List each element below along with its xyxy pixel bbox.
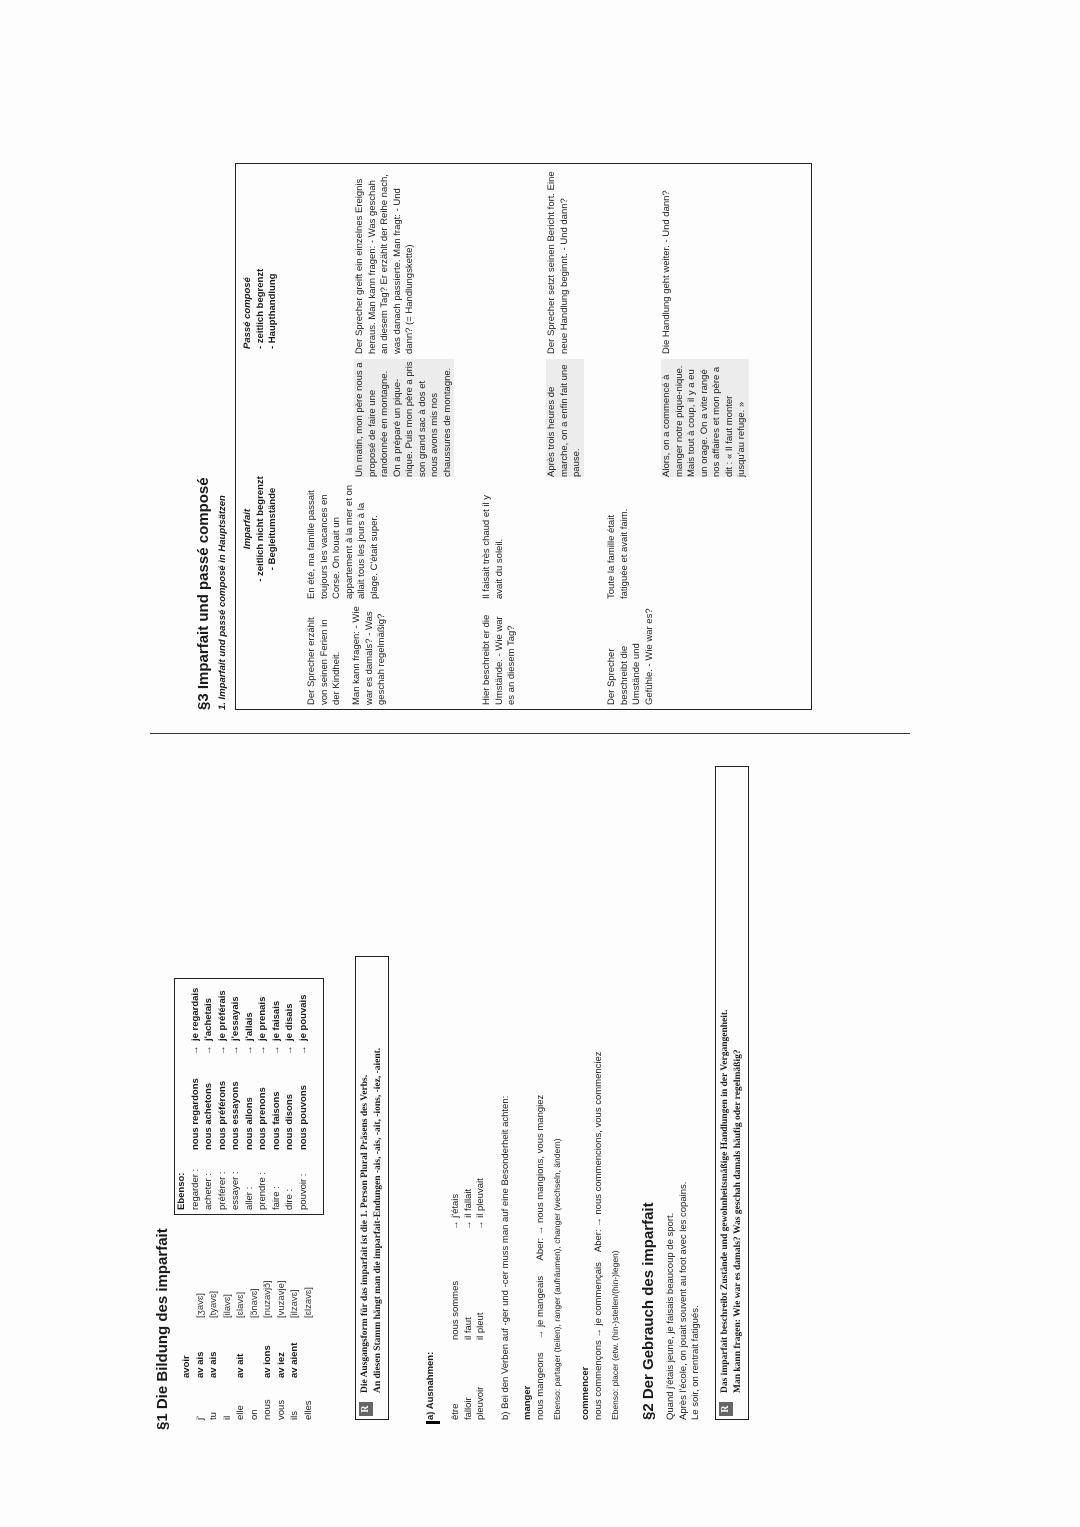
avoir-heading: avoir — [181, 1355, 192, 1378]
rule-box-gebrauch — [715, 766, 749, 1420]
arrow-icon: → — [243, 1045, 255, 1055]
ausnahme-row — [475, 1150, 488, 1420]
infinitive: pleuvoir — [475, 1386, 486, 1420]
ebenso-row — [243, 979, 257, 1214]
imparfait-form: j'essayais — [230, 996, 241, 1041]
nous-form: nous achetons — [203, 1082, 214, 1150]
ebenso-row — [297, 979, 311, 1214]
rule-line-2: An diesen Stamm hängt man die imparfait-Endungen -ais, -ais, -ait, -ions, -iez, -aient. — [373, 1047, 383, 1393]
explain-umstaende: Hier beschreibt er die Umstände. - Wie war es an diesem Tag? — [481, 614, 517, 705]
phonetic: [ɛlavɛ] — [235, 1291, 246, 1318]
infinitive: pouvoir : — [297, 1173, 309, 1210]
example-line-2: Après l'école, on jouait souvent au foot avec les copains. — [677, 1181, 689, 1420]
rule-badge: R — [719, 1402, 733, 1416]
pronoun: j' — [194, 1416, 206, 1420]
explain-weiter: Die Handlung geht weiter. - Und dann? — [661, 190, 672, 354]
passe-compose-column-heading — [242, 219, 280, 349]
example-line-3: Le soir, on rentrait fatigués. — [690, 1305, 701, 1420]
imparfait-form: → il fallait — [462, 1188, 474, 1230]
ebenso-row — [189, 979, 203, 1214]
manger-heading: manger — [522, 1385, 533, 1420]
ebenso-heading: Ebenso: — [176, 1172, 187, 1210]
arrow-icon: → — [203, 1045, 214, 1055]
infinitive: essayer : — [230, 1171, 241, 1210]
section2-title: §2 Der Gebrauch des imparfait — [640, 1202, 657, 1420]
nous-form: nous faisons — [270, 1091, 282, 1150]
imparfait-form: je regardais — [189, 987, 201, 1041]
nous-form: nous essayons — [230, 1081, 241, 1150]
passe-compose-point-2: - Haupthandlung — [267, 273, 278, 349]
verb-form: av ait — [235, 1353, 246, 1378]
explain-ferien: Der Sprecher erzählt von seinen Ferien in der Kindheit. — [306, 617, 342, 705]
present-form: il faut — [462, 1317, 474, 1340]
imparfait-text-2: Il faisait très chaud et il y avait du soleil. — [481, 494, 505, 599]
passe-compose-text-1: Un matin, mon père nous a proposé de faire une randonnée en montagne. On a préparé un pique-nique. Puis mon père a pris son grand sac à dos et nous avons mis nos chaussures de montagne. — [354, 359, 454, 477]
present-form: il pleut — [475, 1312, 486, 1340]
pronoun: nous — [262, 1399, 273, 1420]
nous-form: nous prenons — [257, 1087, 268, 1150]
infinitive: préférer : — [216, 1171, 228, 1210]
ebenso-row — [283, 979, 297, 1214]
verb-form: av iez — [275, 1352, 287, 1378]
explain-ereignis: Der Sprecher greift ein einzelnes Ereignis heraus. Man kann fragen: - Was geschah an diesem Tag? Er erzählt der Reihe nach, was danach passierte. Man fragt: - Und dann? (= Handlungskette) — [354, 174, 415, 354]
arrow-icon: → — [284, 1045, 295, 1055]
pronoun: vous — [275, 1399, 287, 1420]
imparfait-form: je disais — [284, 1003, 295, 1041]
comparison-table — [235, 163, 812, 710]
verb-form: av ais — [208, 1351, 219, 1378]
infinitive: falloir — [462, 1397, 474, 1420]
ebenso-box — [174, 978, 324, 1215]
rule-line-1: Das imparfait beschreibt Zustände und gewohnheitsmäßige Handlungen in der Vergangenheit. — [720, 1009, 730, 1393]
margin-marker — [426, 1421, 440, 1424]
nous-form: nous préférons — [216, 1080, 228, 1150]
explain-fortsetzung: Der Sprecher setzt seinen Bericht fort. Eine neue Handlung beginnt. - Und dann? — [546, 171, 570, 354]
nous-form: nous disons — [284, 1094, 295, 1150]
infinitive: regarder : — [189, 1168, 201, 1210]
infinitive: acheter : — [203, 1173, 214, 1210]
verb-form: av ions — [262, 1345, 273, 1378]
arrow-icon: → — [270, 1045, 282, 1055]
section1-title: §1 Die Bildung des imparfait — [154, 1228, 171, 1430]
imparfait-form: je pouvais — [297, 994, 309, 1041]
pronoun: elles — [302, 1400, 314, 1420]
imparfait-form: → il pleuvait — [475, 1178, 486, 1230]
phonetic: [ɔ̃navɛ] — [248, 1288, 260, 1318]
imparfait-form: je prenais — [257, 996, 268, 1041]
phonetic: [tyavɛ] — [208, 1290, 219, 1318]
arrow-icon: → — [257, 1045, 268, 1055]
ausnahmen-table — [450, 1150, 488, 1420]
explain-gefuehle: Der Sprecher beschreibt die Umstände und Gefühle. - Wie war es? — [606, 608, 655, 705]
infinitive: être — [450, 1403, 461, 1420]
ebenso-row — [229, 979, 243, 1214]
passe-compose-point-1: - zeitlich begrenzt — [254, 268, 266, 349]
imparfait-text-1: En été, ma famille passait toujours les vacances en Corse. On louait un appartement à la mer et on allait tous les jours à la plage. C'était super. — [306, 484, 380, 599]
imparfait-form: → j'étais — [450, 1193, 461, 1230]
commencer-ebenso: Ebenso: placer (etw. (hin-)stellen/(hin-)legen) — [610, 1250, 620, 1420]
passe-compose-text-3: Alors, on a commencé à manger notre pique-nique. Mais tout à coup, il y a eu un orage. On a vite rangé nos affaires et mon père a dit : « Il faut monter jusqu'au refuge. » — [661, 359, 749, 477]
explain-fragen: Man kann fragen: - Wie war es damals? - Was geschah regelmäßig? — [351, 606, 387, 705]
pronoun: ils — [289, 1411, 300, 1420]
arrow-icon: → — [216, 1045, 228, 1055]
imparfait-point-1: - zeitlich nicht begrenzt — [254, 476, 266, 582]
pronoun: tu — [208, 1412, 219, 1420]
section2-examples — [665, 860, 703, 1420]
phonetic: [nuzavjɔ̃] — [262, 1280, 273, 1318]
section3-title: §3 Imparfait und passé composé — [195, 477, 212, 710]
rule-line-2: Man kann fragen: Wie war es damals? Was geschah damals häufig oder regelmäßig? — [733, 1049, 743, 1393]
commencer-line: nous commençons → je commençais Aber: → nous commencions, vous commenciez — [593, 1051, 604, 1420]
pronoun: il — [221, 1415, 233, 1420]
imparfait-label: Imparfait — [242, 508, 253, 550]
page-imparfait-passe-compose — [195, 160, 815, 720]
passe-compose-text-2: Après trois heures de marche, on a enfin fait une pause. — [546, 359, 584, 477]
phonetic: [ɛlzavɛ] — [302, 1287, 314, 1318]
ger-cer-heading: b) Bei den Verben auf -ger und -cer muss man auf eine Besonderheit achten: — [500, 1095, 511, 1420]
ausnahme-row — [463, 1150, 476, 1420]
rule-line-1: Die Ausgangsform für das imparfait ist die 1. Person Plural Präsens des Verbs. — [360, 1074, 370, 1393]
arrow-icon: → — [189, 1045, 201, 1055]
passe-compose-label: Passé composé — [242, 277, 253, 349]
ebenso-row — [270, 979, 284, 1214]
present-form: nous sommes — [450, 1280, 461, 1340]
nous-form: nous allons — [243, 1097, 255, 1150]
commencer-heading: commencer — [580, 1366, 591, 1420]
phonetic: [ʒavɛ] — [194, 1293, 206, 1318]
page-imparfait-bildung — [150, 730, 800, 1450]
verb-form — [248, 1318, 262, 1378]
verb-form — [302, 1318, 316, 1378]
imparfait-text-3: Toute la famille était fatiguée et avait faim. — [606, 508, 630, 599]
arrow-icon: → — [230, 1045, 241, 1055]
verb-form — [221, 1318, 235, 1378]
imparfait-form: j'allais — [243, 1012, 255, 1041]
imparfait-column-heading — [242, 459, 280, 599]
manger-line: nous mangeons → je mangeais Aber: → nous mangions, vous mangiez — [535, 1094, 546, 1420]
infinitive: prendre : — [257, 1171, 268, 1210]
section3-subtitle: 1. Imparfait und passé composé in Hauptsätzen — [217, 495, 228, 710]
infinitive: dire : — [284, 1188, 295, 1210]
rule-badge: R — [359, 1402, 373, 1416]
manger-ebenso: Ebenso: partager (teilen), ranger (aufräumen), changer (wechseln, ändern) — [552, 1138, 562, 1420]
phonetic: [ilavɛ] — [221, 1294, 233, 1318]
ebenso-row — [216, 979, 230, 1214]
ebenso-row — [202, 979, 216, 1214]
imparfait-form: je faisais — [270, 1000, 282, 1041]
ausnahme-row — [450, 1150, 463, 1420]
nous-form: nous pouvons — [297, 1085, 309, 1150]
imparfait-form: je préférais — [216, 990, 228, 1041]
rule-box-bildung — [355, 956, 389, 1420]
arrow-icon: → — [297, 1045, 309, 1055]
infinitive: faire : — [270, 1186, 282, 1210]
pronoun: elle — [235, 1405, 246, 1420]
ebenso-row — [256, 979, 270, 1214]
phonetic: [vuzavje] — [275, 1280, 287, 1318]
verb-form: av aient — [289, 1342, 300, 1378]
ausnahmen-heading: a) Ausnahmen: — [425, 1351, 436, 1420]
nous-form: nous regardons — [189, 1078, 201, 1150]
infinitive: aller : — [243, 1186, 255, 1210]
pronoun: on — [248, 1409, 260, 1420]
verb-form: av ais — [194, 1351, 206, 1378]
imparfait-point-2: - Begleitumstände — [267, 487, 278, 571]
imparfait-form: j'achetais — [203, 998, 214, 1041]
example-line-1: Quand j'étais jeune, je faisais beaucoup de sport. — [665, 1212, 676, 1420]
phonetic: [ilzavɛ] — [289, 1289, 300, 1318]
